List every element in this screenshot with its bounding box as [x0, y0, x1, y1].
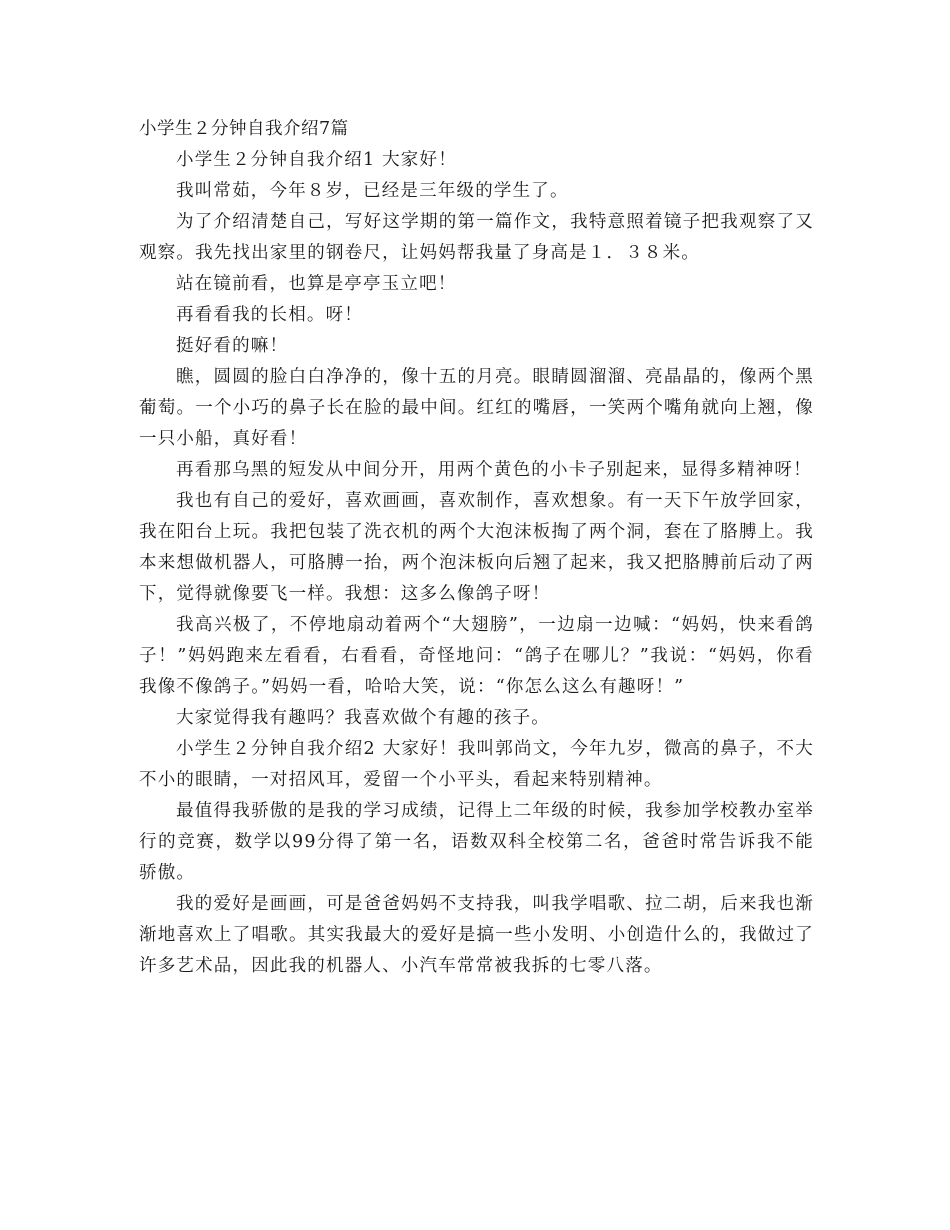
document-body — [139, 114, 814, 982]
paragraph-9: 我也有自己的爱好，喜欢画画，喜欢制作，喜欢想象。有一天下午放学回家，我在阳台上玩。我把包装了洗衣机的两个大泡沫板掏了两个洞，套在了胳膊上。我本来想做机器人，可胳膊一抬，两个泡沫板向后翘了起来，我又把胳膊前后动了两下，觉得就像要飞一样。我想：这多么像鸽子呀！ — [139, 491, 814, 604]
paragraph-12: 小学生２分钟自我介绍2 大家好！我叫郭尚文，今年九岁，微高的鼻子，不大不小的眼睛，一对招风耳，爱留一个小平头，看起来特别精神。 — [139, 739, 814, 790]
paragraph-8: 再看那乌黑的短发从中间分开，用两个黄色的小卡子别起来，显得多精神呀！ — [176, 460, 812, 480]
paragraph-3: 为了介绍清楚自己，写好这学期的第一篇作文，我特意照着镜子把我观察了又观察。我先找出家里的钢卷尺，让妈妈帮我量了身高是１．３８米。 — [139, 212, 814, 263]
paragraph-14: 我的爱好是画画，可是爸爸妈妈不支持我，叫我学唱歌、拉二胡，后来我也渐渐地喜欢上了唱歌。其实我最大的爱好是搞一些小发明、小创造什么的，我做过了许多艺术品，因此我的机器人、小汽车常常被我拆的七零八落。 — [139, 894, 814, 976]
paragraph-2: 我叫常茹，今年８岁，已经是三年级的学生了。 — [176, 181, 569, 201]
paragraph-7: 瞧，圆圆的脸白白净净的，像十五的月亮。眼睛圆溜溜、亮晶晶的，像两个黑葡萄。一个小巧的鼻子长在脸的最中间。红红的嘴唇，一笑两个嘴角就向上翘，像一只小船，真好看！ — [139, 367, 814, 449]
paragraph-11: 大家觉得我有趣吗？我喜欢做个有趣的孩子。 — [176, 708, 550, 728]
paragraph-1: 小学生２分钟自我介绍1 大家好！ — [176, 150, 457, 170]
paragraph-5: 再看看我的长相。呀！ — [176, 305, 363, 325]
document-title: 小学生２分钟自我介绍7篇 — [139, 119, 349, 139]
paragraph-4: 站在镜前看，也算是亭亭玉立吧！ — [176, 274, 457, 294]
paragraph-10: 我高兴极了，不停地扇动着两个“大翅膀”，一边扇一边喊：“妈妈，快来看鸽子！”妈妈跑来左看看，右看看，奇怪地问：“鸽子在哪儿？”我说：“妈妈，你看我像不像鸽子。”妈妈一看，哈哈大笑，说：“你怎么这么有趣呀！” — [139, 615, 814, 697]
paragraph-13: 最值得我骄傲的是我的学习成绩，记得上二年级的时候，我参加学校教办室举行的竞赛，数学以99分得了第一名，语数双科全校第二名，爸爸时常告诉我不能骄傲。 — [139, 801, 814, 883]
paragraph-6: 挺好看的嘛！ — [176, 336, 289, 356]
